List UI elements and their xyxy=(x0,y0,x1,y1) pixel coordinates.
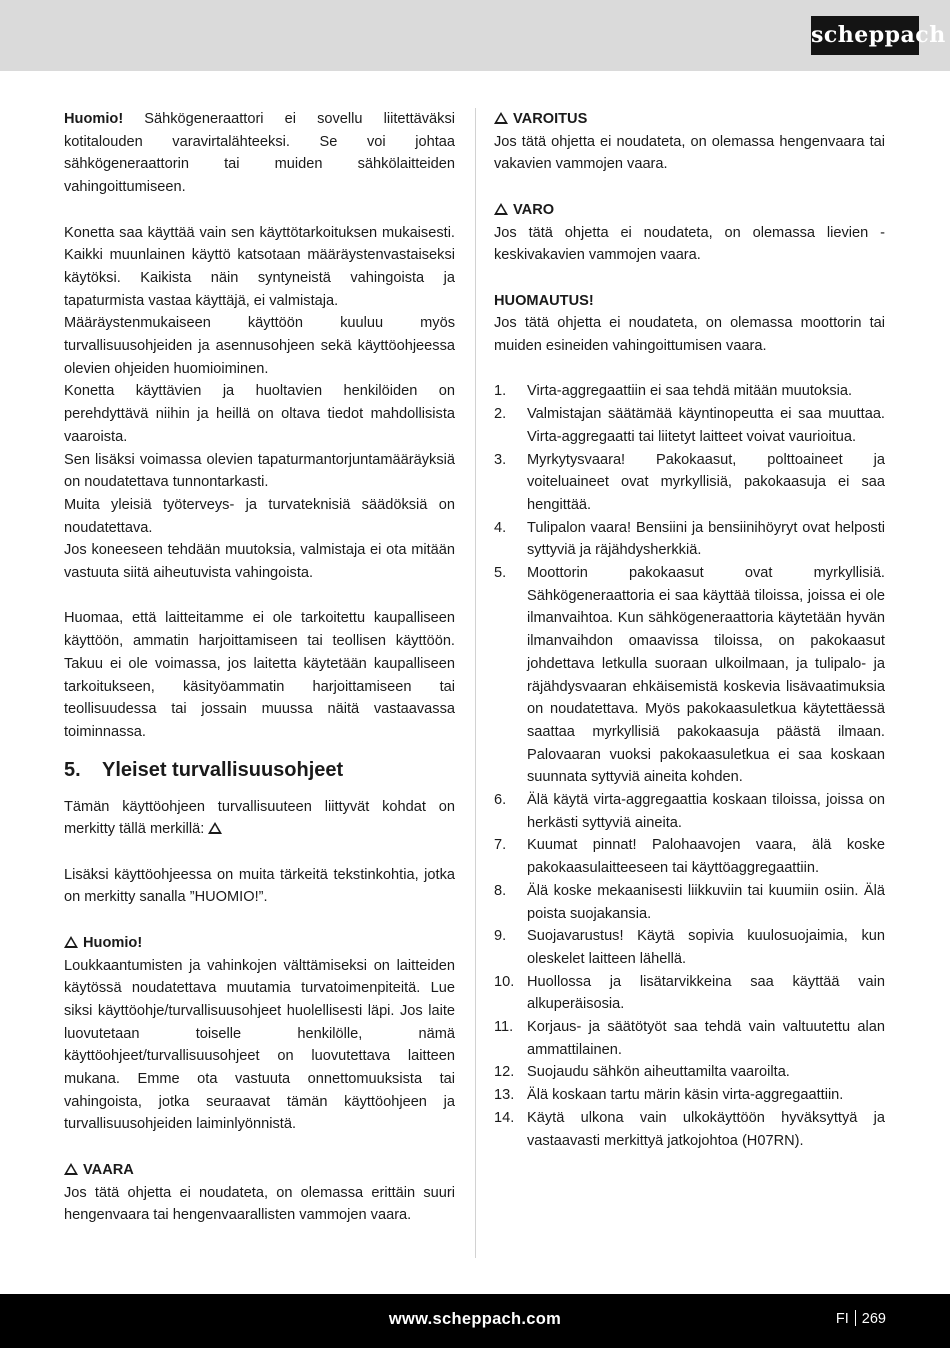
safety-rule-number: 8. xyxy=(494,882,507,899)
safety-rule-item xyxy=(494,380,885,403)
warning-text: Jos tätä ohjetta ei noudateta, on olemassa hengenvaara tai vakavien vammojen vaara. xyxy=(494,133,885,173)
safety-rule-item xyxy=(494,971,885,1016)
safety-rule-number: 1. xyxy=(494,383,507,400)
danger-heading-text: VAARA xyxy=(83,1161,134,1178)
warning-triangle-icon xyxy=(208,822,222,834)
safety-rule-item xyxy=(494,880,885,925)
safety-rule-text: Moottorin pakokaasut ovat myrkyllisiä. Sähkögeneraattoria ei saa käyttää tiloissa, joissa ei ole ilmanvaihtoa. Kun sähkögeneraattoria käytetään hyvän ilmanvaihdon omaavissa tiloissa, on pakokaasut johdettava letkulla suoraan ulkoilmaan, ja tulipalo- ja räjähdysvaaran ehkäisemistä koskevia lisävaatimuksia on noudatettava. Myös pakokaasuletkua käytettäessä saattaa myrkyllisiä pakokaasuja päästä ilmaan. Palovaaran vuoksi pakokaasuletkua ei saa koskaan suunnata syttyviä aineita kohden. xyxy=(527,565,885,786)
note-heading: HUOMAUTUS! xyxy=(494,292,594,309)
header-band xyxy=(0,0,950,71)
safety-rule-item xyxy=(494,517,885,562)
safety-rule-number: 7. xyxy=(494,837,507,854)
notice-heading-text: Huomio! xyxy=(83,934,143,951)
warning-triangle-icon xyxy=(64,1163,78,1175)
safety-rule-item xyxy=(494,789,885,834)
safety-rule-text: Virta-aggregaattiin ei saa tehdä mitään muutoksia. xyxy=(527,383,853,400)
safety-rule-number: 10. xyxy=(494,973,515,990)
safety-rule-number: 5. xyxy=(494,565,507,582)
danger-text: Jos tätä ohjetta ei noudateta, on olemassa erittäin suuri hengenvaara tai hengenvaarallisten vammojen vaara. xyxy=(64,1184,455,1224)
safety-rule-item xyxy=(494,1016,885,1061)
intro-notice xyxy=(64,108,455,199)
safety-rule-text: Älä käytä virta-aggregaattia koskaan tiloissa, joissa on herkästi syttyviä aineita. xyxy=(527,792,885,831)
footer-website-link[interactable]: www.scheppach.com xyxy=(388,1310,562,1328)
section-title: Yleiset turvallisuusohjeet xyxy=(102,758,344,781)
safety-rule-text: Suojavarustus! Käytä sopivia kuulosuojaimia, kun oleskelet laitteen lähellä. xyxy=(527,928,885,967)
danger-heading xyxy=(64,1159,455,1182)
safety-rule-text: Korjaus- ja säätötyöt saa tehdä vain valtuutettu alan ammattilainen. xyxy=(527,1019,885,1058)
safety-rule-number: 6. xyxy=(494,792,507,809)
warning-triangle-icon xyxy=(494,203,508,215)
paragraph-proper-use: Määräystenmukaiseen käyttöön kuuluu myös turvallisuusohjeiden ja asennusohjeen sekä käyttöohjeessa olevien ohjeiden huomioiminen. xyxy=(64,315,455,377)
safety-rule-text: Huollossa ja lisätarvikkeina saa käyttää vain alkuperäisosia. xyxy=(527,973,885,1013)
safety-rule-item xyxy=(494,1107,885,1152)
safety-rule-item xyxy=(494,925,885,970)
safety-rule-text: Myrkytysvaara! Pakokaasut, polttoaineet ja voiteluaineet ovat myrkyllisiä, pakokaasuja ei saa hengittää. xyxy=(527,451,885,513)
safety-rule-item xyxy=(494,834,885,879)
notice-heading xyxy=(64,932,455,955)
caution-text: Jos tätä ohjetta ei noudateta, on olemassa lievien - keskivakavien vammojen vaara. xyxy=(494,224,885,264)
footer xyxy=(0,1294,950,1348)
safety-rule-number: 4. xyxy=(494,519,507,536)
brand-logo: scheppach xyxy=(811,16,919,55)
safety-rule-text: Valmistajan säätämää käyntinopeutta ei saa muuttaa. Virta-aggregaatti tai liitetyt laitteet voivat vaurioitua. xyxy=(527,406,885,445)
paragraph-intended-use: Konetta saa käyttää vain sen käyttötarkoituksen mukaisesti. Kaikki muunlainen käyttö katsotaan määräystenvastaiseksi käytöksi. Kaikista näin syntyneistä vahingoista ja tapaturmista vastaa käyttäjä, ei valmistaja. xyxy=(64,224,455,309)
section-heading xyxy=(64,756,455,784)
safety-rule-item xyxy=(494,1084,885,1107)
safety-rule-text: Käytä ulkona vain ulkokäyttöön hyväksyttyä ja vastaavasti merkittyä jatkojohtoa (H07RN). xyxy=(527,1109,885,1149)
paragraph-commercial-use: Huomaa, että laitteitamme ei ole tarkoitettu kaupalliseen käyttöön, ammatin harjoittamiseen tai teollisen käyttöön. Takuu ei ole voimassa, jos laitetta käytetään kaupalliseen tarkoitukseen, käsityöammatin harjoittamiseen tai teollisuudessa tai jossain muussa näitä vastaavassa toiminnassa. xyxy=(64,610,455,740)
note-text: Jos tätä ohjetta ei noudateta, on olemassa moottorin tai muiden esineiden vahingoittumisen vaara. xyxy=(494,315,885,354)
footer-language: FI xyxy=(835,1311,849,1327)
safety-rule-number: 13. xyxy=(494,1087,515,1104)
safety-rule-item xyxy=(494,562,885,789)
caution-heading-text: VARO xyxy=(513,201,555,218)
safety-rule-number: 11. xyxy=(494,1019,514,1036)
safety-rule-number: 9. xyxy=(494,928,507,945)
paragraph-occupational-regulations: Muita yleisiä työterveys- ja turvateknisiä säädöksiä on noudatettava. xyxy=(64,496,455,536)
intro-notice-text: Sähkögeneraattori ei sovellu liitettäväksi kotitalouden varavirtalähteeksi. Se voi johtaa sähkögeneraattorin tai muiden sähkölaitteiden vahingoittumiseen. xyxy=(64,111,455,196)
footer-separator xyxy=(855,1310,856,1326)
safety-rule-item xyxy=(494,449,885,517)
safety-rule-number: 3. xyxy=(494,451,507,468)
safety-mark-text: Tämän käyttöohjeen turvallisuuteen liittyvät kohdat on merkitty tällä merkillä: xyxy=(64,798,455,838)
notice-text: Loukkaantumisten ja vahinkojen välttämiseksi on laitteiden käytössä noudatettava muutamia turvatoimenpiteitä. Lue siksi käyttöohje/turvallisuusohjeet huolellisesti läpi. Jos laite luovutetaan toiselle henkilölle, nämä käyttöohjeet/turvallisuusohjeet on luovutettava laitteen mukana. Emme ota vastuuta onnettomuuksista tai vahingoista, jotka seuraavat tämän käyttöohjeen ja turvallisuusohjeiden laiminlyönnistä. xyxy=(64,957,455,1133)
footer-page-number: 269 xyxy=(861,1311,886,1327)
warning-triangle-icon xyxy=(64,936,78,948)
warning-heading-text: VAROITUS xyxy=(513,111,588,127)
column-divider xyxy=(475,108,476,1258)
safety-rule-text: Tulipalon vaara! Bensiini ja bensiinihöyryt ovat helposti syttyviä ja räjähdysherkkiä. xyxy=(527,519,885,559)
safety-rule-text: Kuumat pinnat! Palohaavojen vaara, älä koske pakokaasulaitteeseen tai käyttöaggregaattiin. xyxy=(527,837,885,877)
safety-rule-text: Älä koskaan tartu märin käsin virta-aggregaattiin. xyxy=(527,1087,844,1104)
safety-rule-number: 14. xyxy=(494,1109,515,1126)
right-column xyxy=(494,108,885,1152)
safety-rule-item xyxy=(494,403,885,448)
warning-triangle-icon xyxy=(494,112,508,124)
section-number: 5. xyxy=(64,758,81,781)
paragraph-accident-regulations: Sen lisäksi voimassa olevien tapaturmantorjuntamääräyksiä on noudatettava tunnontarkasti. xyxy=(64,451,455,491)
safety-rule-number: 12. xyxy=(494,1064,515,1081)
caution-heading xyxy=(494,199,885,222)
paragraph-modifications: Jos koneeseen tehdään muutoksia, valmistaja ei ota mitään vastuuta siitä aiheutuvista vahingoista. xyxy=(64,542,455,582)
safety-rule-text: Älä koske mekaanisesti liikkuviin tai kuumiin osiin. Älä poista suojakansia. xyxy=(527,882,885,922)
left-column xyxy=(64,108,455,1227)
warning-heading xyxy=(494,108,885,131)
paragraph-safety-mark xyxy=(64,796,455,841)
safety-rules-list xyxy=(494,380,885,1152)
paragraph-notice-word: Lisäksi käyttöohjeessa on muita tärkeitä tekstinkohtia, jotka on merkitty sanalla ”HUOMIO!”. xyxy=(64,866,455,906)
safety-rule-item xyxy=(494,1061,885,1084)
safety-rule-text: Suojaudu sähkön aiheuttamilta vaaroilta. xyxy=(527,1064,790,1081)
footer-page-info xyxy=(836,1294,886,1344)
paragraph-operators: Konetta käyttävien ja huoltavien henkilöiden on perehdyttävä niihin ja heillä on oltava tiedot mahdollisista vaaroista. xyxy=(64,383,455,445)
safety-rule-number: 2. xyxy=(494,406,507,423)
intro-notice-lead: Huomio! xyxy=(64,111,124,127)
